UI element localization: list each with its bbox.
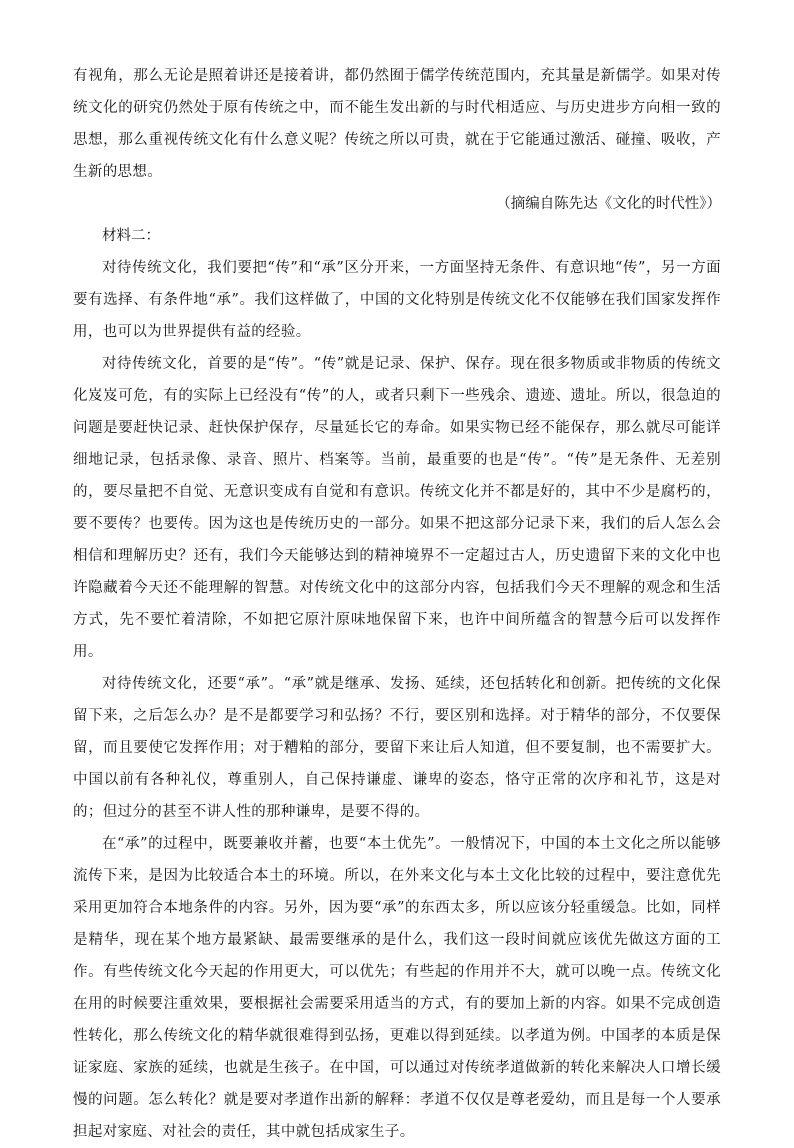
document-body: [73, 60, 721, 1148]
source-citation: （摘编自陈先达《文化的时代性》）: [496, 196, 721, 212]
paragraph-1: 对待传统文化，我们要把“传”和“承”区分开来，一方面坚持无条件、有意识地“传”，另一方面要有选择、有条件地“承”。我们这样做了，中国的文化特别是传统文化不仅能够在我们国家发挥作用，也可以为世界提供有益的经验。: [73, 260, 721, 340]
paragraph-4: 在“承”的过程中，既要兼收并蓄，也要“本土优先”。一般情况下，中国的本土文化之所以能够流传下来，是因为比较适合本土的环境。所以，在外来文化与本土文化比较的过程中，要注意优先采用更加符合本地条件的内容。另外，因为要“承”的东西太多，所以应该分轻重缓急。比如，同样是精华，现在某个地方最紧缺、最需要继承的是什么，我们这一段时间就应该优先做这方面的工作。有些传统文化今天起的作用更大，可以优先；有些起的作用并不大，就可以晚一点。传统文化在用的时候要注重效果，要根据社会需要采用适当的方式，有的要加上新的内容。如果不完成创造性转化，那么传统文化的精华就很难得到弘扬，更难以得到延续。以孝道为例。中国孝的本质是保证家庭、家族的延续，也就是生孩子。在中国，可以通过对传统孝道做新的转化来解决人口增长缓慢的问题。怎么转化？就是要对孝道作出新的解释：孝道不仅仅是尊老爱幼，而且是每一个人要承担起对家庭、对社会的责任，其中就包括成家生子。: [73, 836, 721, 1140]
material-two-label: 材料二：: [102, 228, 160, 244]
paragraph-continued: 有视角，那么无论是照着讲还是接着讲，都仍然囿于儒学传统范围内，充其量是新儒学。如果对传统文化的研究仍然处于原有传统之中，而不能生发出新的与时代相适应、与历史进步方向相一致的思想，那么重视传统文化有什么意义呢？传统之所以可贵，就在于它能通过激活、碰撞、吸收，产生新的思想。: [73, 68, 721, 180]
paragraph-2: 对待传统文化，首要的是“传”。“传”就是记录、保护、保存。现在很多物质或非物质的传统文化岌岌可危，有的实际上已经没有“传”的人，或者只剩下一些残余、遗迹、遗址。所以，很急迫的问题是要赶快记录、赶快保护保存，尽量延长它的寿命。如果实物已经不能保存，那么就尽可能详细地记录，包括录像、录音、照片、档案等。当前，最重要的也是“传”。“传”是无条件、无差别的，要尽量把不自觉、无意识变成有自觉和有意识。传统文化并不都是好的，其中不少是腐朽的，要不要传？也要传。因为这也是传统历史的一部分。如果不把这部分记录下来，我们的后人怎么会相信和理解历史？还有，我们今天能够达到的精神境界不一定超过古人，历史遗留下来的文化中也许隐藏着今天还不能理解的智慧。对传统文化中的这部分内容，包括我们今天不理解的观念和生活方式，先不要忙着清除，不如把它原汁原味地保留下来，也许中间所蕴含的智慧今后可以发挥作用。: [73, 356, 721, 660]
paragraph-3: 对待传统文化，还要“承”。“承”就是继承、发扬、延续，还包括转化和创新。把传统的文化保留下来，之后怎么办？是不是都要学习和弘扬？不行，要区别和选择。对于精华的部分，不仅要保留，而且要使它发挥作用；对于糟粕的部分，要留下来让后人知道，但不要复制，也不需要扩大。中国以前有各种礼仪，尊重别人，自己保持谦虚、谦卑的姿态，恪守正常的次序和礼节，这是对的；但过分的甚至不讲人性的那种谦卑，是要不得的。: [73, 676, 721, 820]
